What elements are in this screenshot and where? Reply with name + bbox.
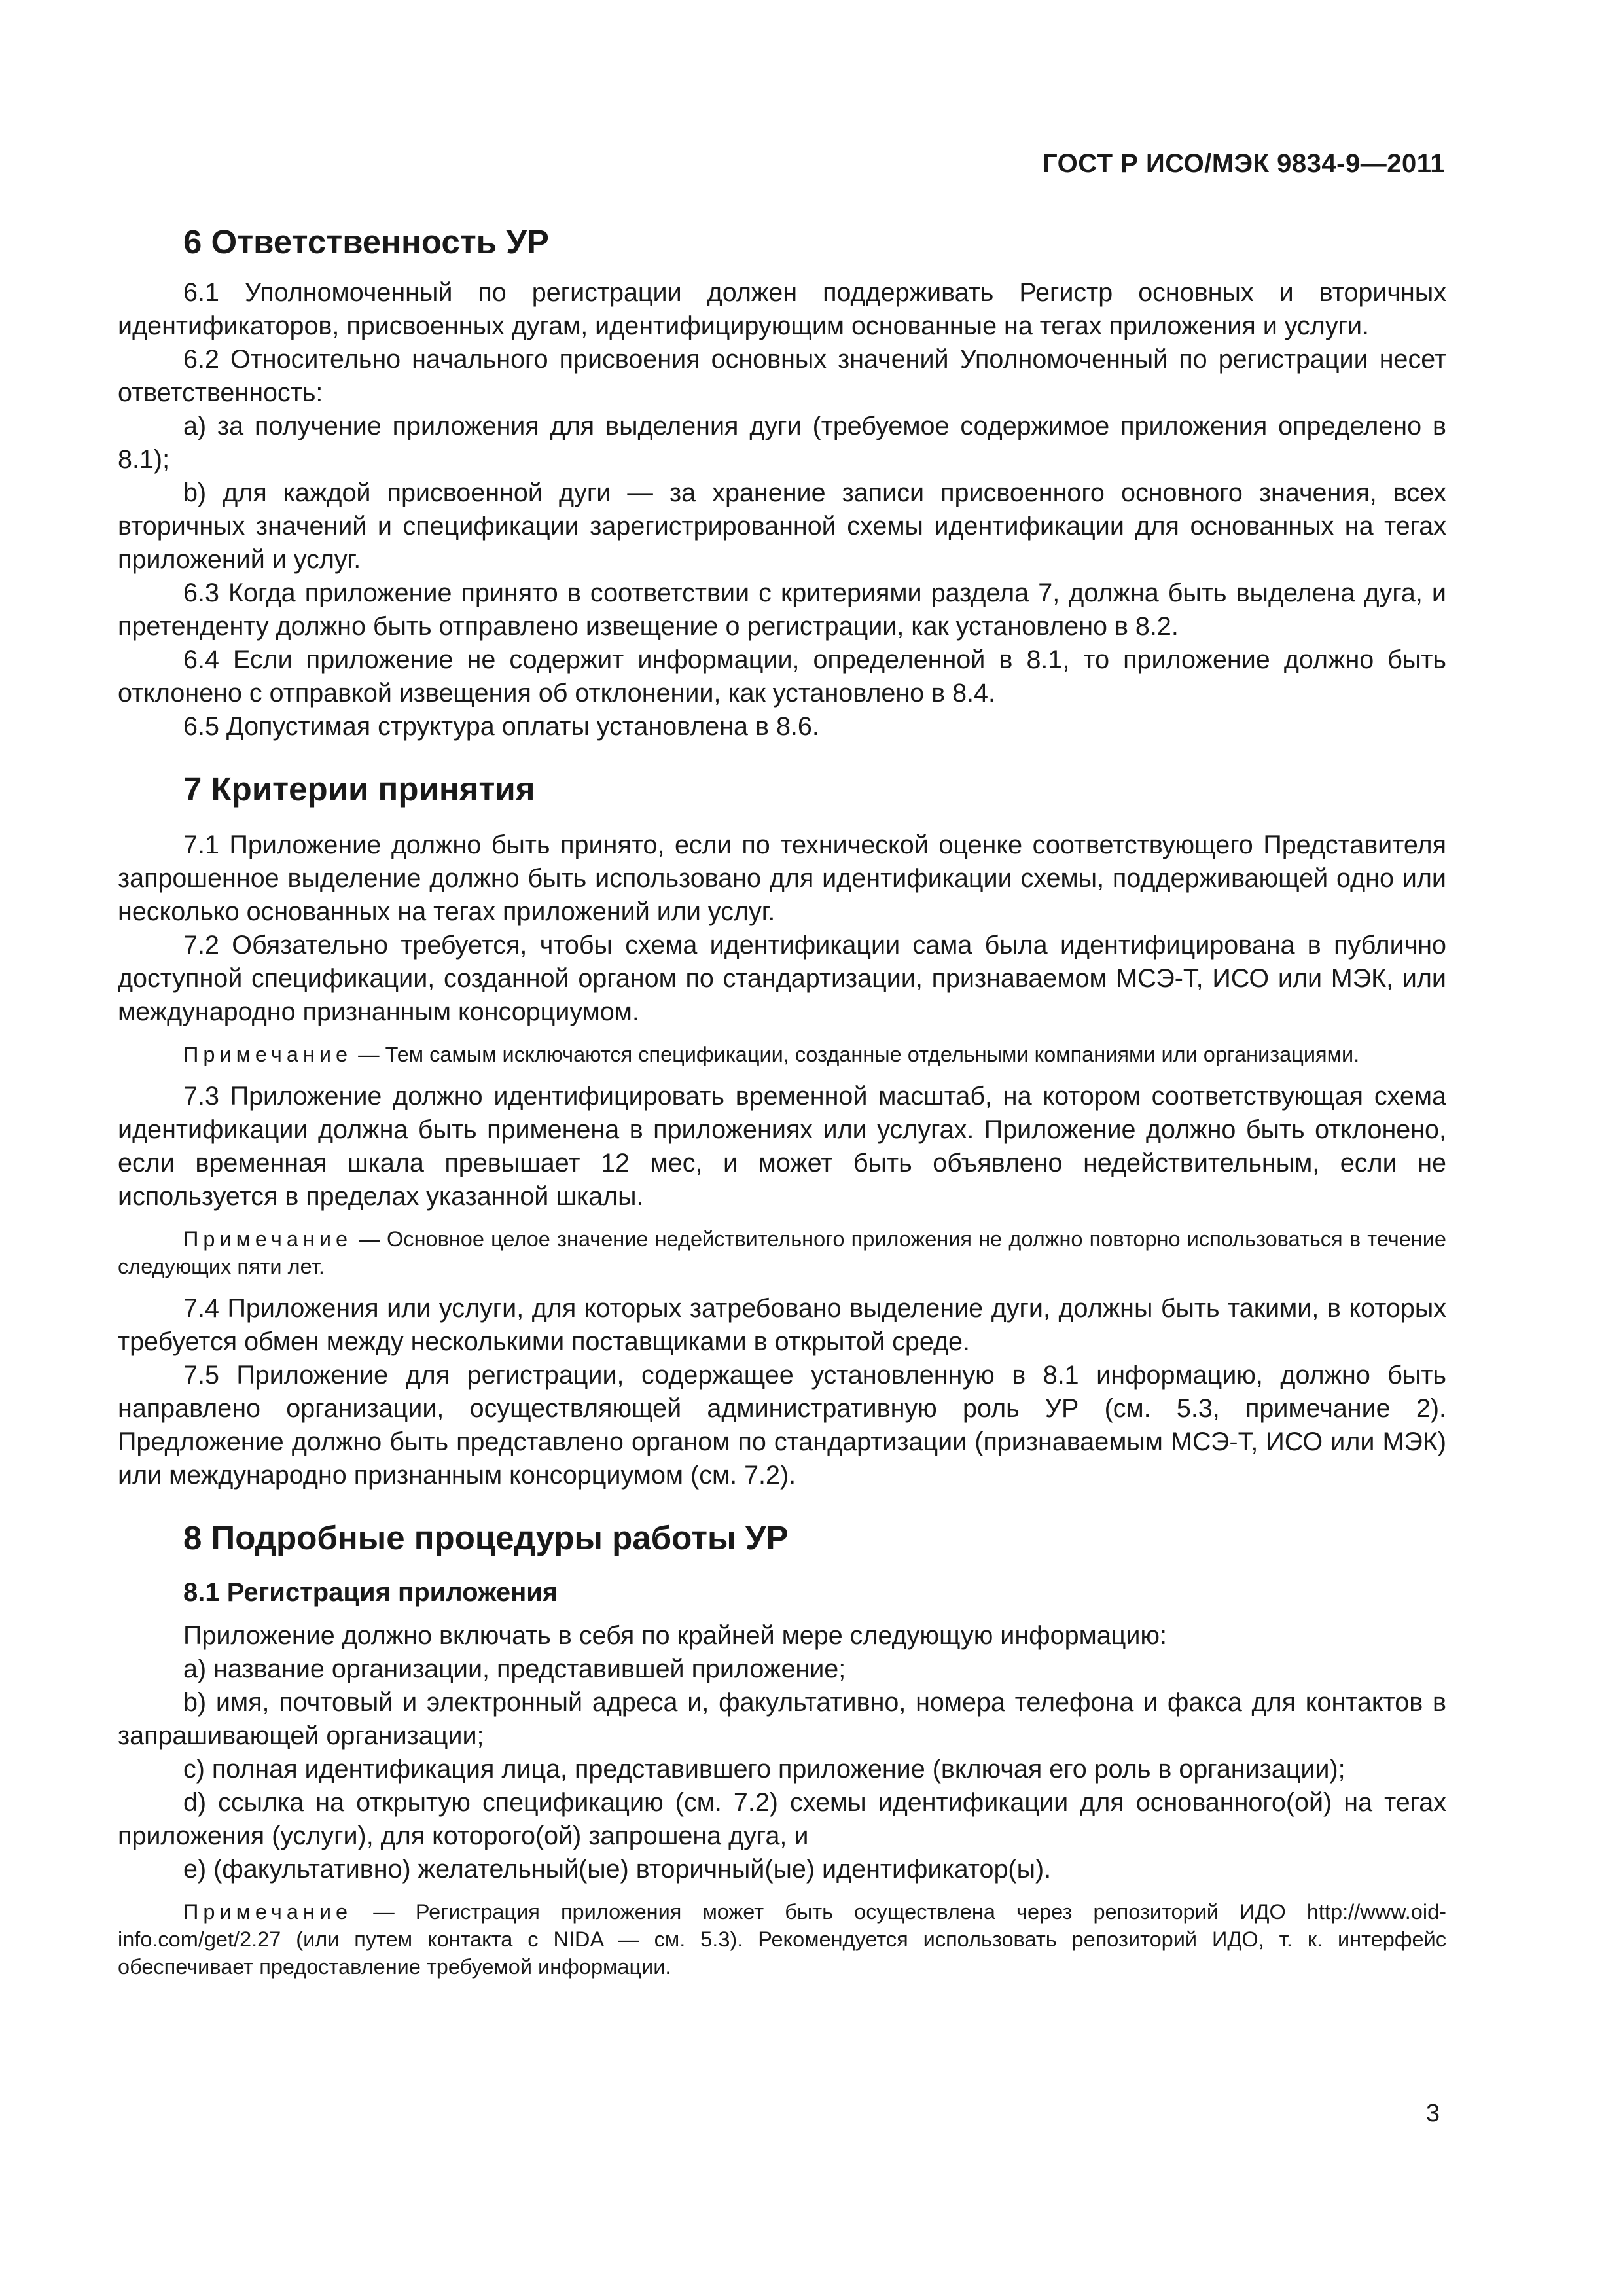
list-item-6-2-a: a) за получение приложения для выделения дуги (требуемое содержимое приложения определено в 8.1); bbox=[118, 412, 1446, 474]
note-7-3 bbox=[118, 1225, 1446, 1280]
list-item-8-1-e: e) (факультативно) желательный(ые) вторичный(ые) идентификатор(ы). bbox=[183, 1855, 1052, 1884]
paragraph-6-2: 6.2 Относительно начального присвоения основных значений Уполномоченный по регистрации несет ответственность: bbox=[118, 345, 1446, 407]
paragraph-7-1: 7.1 Приложение должно быть принято, если по технической оценке соответствующего Представителя запрошенное выделение должно быть использовано для идентификации схемы, поддерживающей одно или несколько основанных на тегах приложений или услуг. bbox=[118, 831, 1446, 926]
list-item-6-2-b: b) для каждой присвоенной дуги — за хранение записи присвоенного основного значения, всех вторичных значений и спецификации зарегистрированной схемы идентификации для основанных на тегах приложений и услуг. bbox=[118, 478, 1446, 574]
page-content bbox=[118, 223, 1446, 1981]
paragraph-8-1-intro: Приложение должно включать в себя по крайней мере следующую информацию: bbox=[183, 1621, 1168, 1650]
list-item-8-1-a: a) название организации, представившей приложение; bbox=[183, 1655, 846, 1683]
section-6-title: 6 Ответственность УР bbox=[183, 223, 549, 260]
note-7-2 bbox=[118, 1041, 1446, 1068]
list-item-8-1-d: d) ссылка на открытую спецификацию (см. 7.2) схемы идентификации для основанного(ой) на тегах приложения (услуги), для которого(ой) запрошена дуга, и bbox=[118, 1788, 1446, 1850]
paragraph-6-3: 6.3 Когда приложение принято в соответствии с критериями раздела 7, должна быть выделена дуга, и претенденту должно быть отправлено извещение о регистрации, как установлено в 8.2. bbox=[118, 579, 1446, 641]
section-8-title: 8 Подробные процедуры работы УР bbox=[183, 1519, 789, 1556]
paragraph-6-1: 6.1 Уполномоченный по регистрации должен поддерживать Регистр основных и вторичных идентификаторов, присвоенных дугам, идентифицирующим основанные на тегах приложения и услуги. bbox=[118, 278, 1446, 340]
note-label: Примечание bbox=[183, 1227, 353, 1251]
document-id: ГОСТ Р ИСО/МЭК 9834-9—2011 bbox=[1043, 149, 1445, 178]
paragraph-7-3: 7.3 Приложение должно идентифицировать временной масштаб, на котором соответствующая схема идентификации должна быть применена в приложениях или услугах. Приложение должно быть отклонено, если временная шкала превышает 12 мес, и может быть объявлено недействительным, если не используется в пределах указанной шкалы. bbox=[118, 1082, 1446, 1211]
note-text: — Регистрация приложения может быть осуществлена через репозиторий ИДО http://www.oid-info.com/get/2.27 (или путем контакта с NIDA — см. 5.3). Рекомендуется использовать репозиторий ИДО, т. к. интерфейс обеспечивает предоставление требуемой информации. bbox=[118, 1900, 1446, 1979]
note-text: — Тем самым исключаются спецификации, созданные отдельными компаниями или организациями. bbox=[352, 1043, 1360, 1066]
list-item-8-1-c: c) полная идентификация лица, представившего приложение (включая его роль в организации); bbox=[183, 1755, 1346, 1784]
section-7-title: 7 Критерии принятия bbox=[183, 770, 535, 808]
paragraph-6-4: 6.4 Если приложение не содержит информации, определенной в 8.1, то приложение должно быть отклонено с отправкой извещения об отклонении, как установлено в 8.4. bbox=[118, 645, 1446, 708]
paragraph-6-5: 6.5 Допустимая структура оплаты установлена в 8.6. bbox=[183, 712, 819, 741]
paragraph-7-4: 7.4 Приложения или услуги, для которых затребовано выделение дуги, должны быть такими, в которых требуется обмен между несколькими поставщиками в открытой среде. bbox=[118, 1294, 1446, 1356]
note-text: — Основное целое значение недействительного приложения не должно повторно использоваться в течение следующих пяти лет. bbox=[118, 1227, 1446, 1278]
paragraph-7-2: 7.2 Обязательно требуется, чтобы схема идентификации сама была идентифицирована в публично доступной спецификации, созданной органом по стандартизации, признаваемом МСЭ-Т, ИСО или МЭК, или международно признанным консорциумом. bbox=[118, 931, 1446, 1026]
list-item-8-1-b: b) имя, почтовый и электронный адреса и, факультативно, номера телефона и факса для контактов в запрашивающей организации; bbox=[118, 1688, 1446, 1750]
note-label: Примечание bbox=[183, 1043, 353, 1066]
page-number: 3 bbox=[1425, 2100, 1440, 2127]
subsection-8-1-title: 8.1 Регистрация приложения bbox=[183, 1578, 558, 1607]
paragraph-7-5: 7.5 Приложение для регистрации, содержащее установленную в 8.1 информацию, должно быть направлено организации, осуществляющей административную роль УР (см. 5.3, примечание 2). Предложение должно быть представлено органом по стандартизации (признаваемым МСЭ-Т, ИСО или МЭК) или международно признанным консорциумом (см. 7.2). bbox=[118, 1361, 1446, 1490]
note-8-1 bbox=[118, 1898, 1446, 1981]
note-label: Примечание bbox=[183, 1900, 353, 1924]
